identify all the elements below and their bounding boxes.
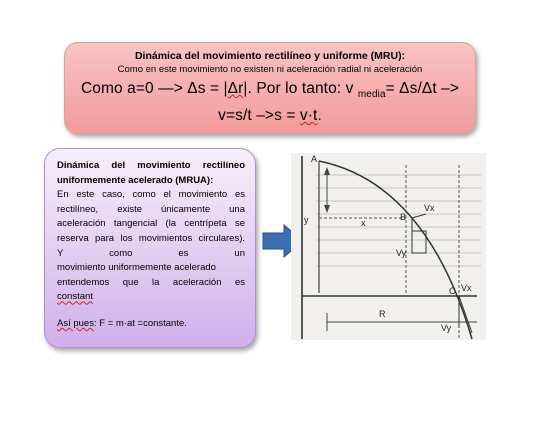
label-vy: Vy — [396, 248, 407, 258]
mrua-line: reserva para los movimientos circulares). — [57, 232, 245, 244]
mru-equation: Como a=0 —> Δs = |Δr|. Por lo tanto: v $_{media}$= Δs/Δt –> v=s/t –>s = v·t. — [80, 80, 460, 125]
label-vy: Vy — [441, 323, 452, 333]
trajectory-figure — [291, 153, 486, 340]
mrua-line: movimiento uniformemente acelerado — [57, 262, 216, 274]
mru-title: Dinámica del movimiento rectilíneo y uniforme (MRU): — [134, 50, 406, 62]
trajectory-diagram — [291, 153, 486, 340]
mrua-line: rectilíneo, existe únicamente una — [57, 203, 245, 215]
mrua-line: Y como es un — [57, 247, 245, 259]
label-vx: Vx — [424, 203, 435, 213]
label-b: B — [400, 212, 407, 222]
mrua-line: En este caso, como el movimiento es — [57, 189, 245, 201]
label-x: x — [361, 218, 366, 228]
label-r: R — [379, 309, 386, 319]
label-y: y — [304, 215, 309, 225]
mrua-title-line2: uniformemente acelerado (MRUA): — [57, 174, 214, 186]
mrua-title-line1: Dinámica del movimiento rectilíneo — [57, 160, 245, 171]
mrua-text — [57, 159, 245, 332]
mrua-line: entendemos que la aceleración es — [57, 276, 245, 288]
mru-box — [64, 42, 476, 134]
mrua-box — [44, 148, 256, 348]
label-c: C — [449, 286, 456, 296]
mrua-line: aceleración tangencial (la centrípeta se — [57, 218, 245, 230]
label-vx: Vx — [461, 283, 472, 293]
label-a: A — [311, 154, 318, 164]
mrua-footer: Así pues: F = m·at =constante. — [57, 317, 187, 329]
mru-subtitle: Como en este movimiento no existen ni aceleración radial ni aceleración — [117, 64, 423, 75]
mrua-line: constant — [57, 291, 93, 303]
